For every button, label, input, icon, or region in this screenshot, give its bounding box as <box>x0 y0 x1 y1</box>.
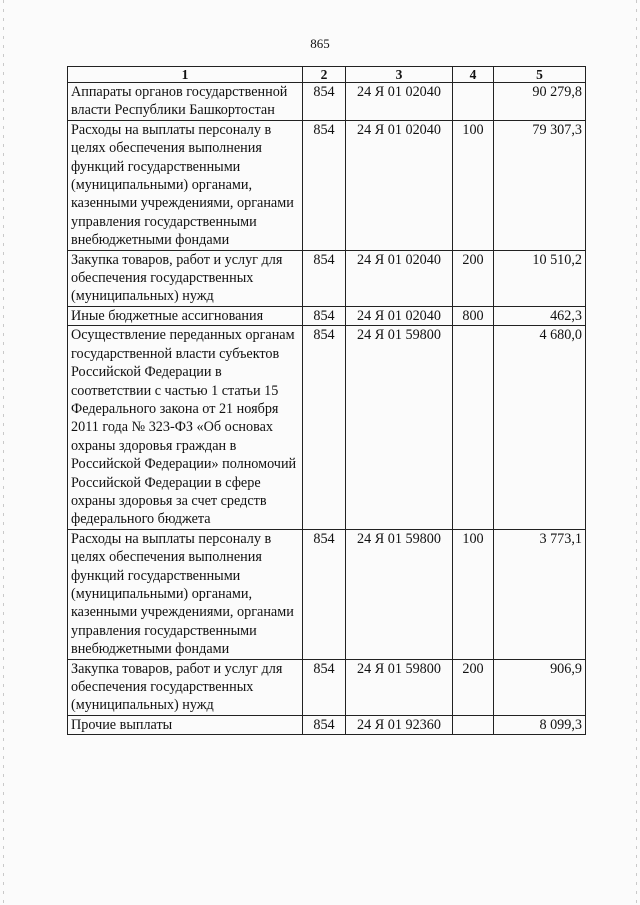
right-scan-edge <box>636 0 637 905</box>
table-row <box>68 715 586 734</box>
ministry-code: 854 <box>303 529 346 659</box>
amount: 10 510,2 <box>494 250 586 306</box>
target-code: 24 Я 01 02040 <box>346 250 453 306</box>
expense-type: 200 <box>453 659 494 715</box>
ministry-code: 854 <box>303 659 346 715</box>
table-row <box>68 659 586 715</box>
table-row <box>68 250 586 306</box>
amount: 906,9 <box>494 659 586 715</box>
ministry-code: 854 <box>303 306 346 325</box>
table-row <box>68 83 586 121</box>
table-row <box>68 326 586 529</box>
expense-type: 200 <box>453 250 494 306</box>
amount: 90 279,8 <box>494 83 586 121</box>
expense-type: 800 <box>453 306 494 325</box>
ministry-code: 854 <box>303 250 346 306</box>
target-code: 24 Я 01 02040 <box>346 306 453 325</box>
table-row <box>68 120 586 250</box>
target-code: 24 Я 01 59800 <box>346 326 453 529</box>
column-header: 2 <box>303 67 346 83</box>
amount: 4 680,0 <box>494 326 586 529</box>
column-header: 5 <box>494 67 586 83</box>
ministry-code: 854 <box>303 326 346 529</box>
expense-type: 100 <box>453 120 494 250</box>
row-name: Прочие выплаты <box>68 715 303 734</box>
row-name: Осуществление переданных органам государственной власти субъектов Российской Федерации в соответствии с частью 1 статьи 15 Федерального закона от 21 ноября 2011 года № 323-ФЗ «Об основах охраны здоровья граждан в Российской Федерации» полномочий Российской Федерации в сфере охраны здоровья за счет средств федерального бюджета <box>68 326 303 529</box>
row-name: Расходы на выплаты персоналу в целях обеспечения выполнения функций государственными (муниципальными) органами, казенными учреждениями, органами управления государственными внебюджетными фондами <box>68 529 303 659</box>
amount: 8 099,3 <box>494 715 586 734</box>
expense-type <box>453 715 494 734</box>
amount: 79 307,3 <box>494 120 586 250</box>
column-header: 3 <box>346 67 453 83</box>
ministry-code: 854 <box>303 715 346 734</box>
header-row <box>68 67 586 83</box>
row-name: Аппараты органов государственной власти Республики Башкортостан <box>68 83 303 121</box>
left-scan-edge <box>3 0 4 905</box>
target-code: 24 Я 01 02040 <box>346 120 453 250</box>
expense-type <box>453 326 494 529</box>
expense-type <box>453 83 494 121</box>
budget-table <box>67 66 586 735</box>
amount: 3 773,1 <box>494 529 586 659</box>
column-header: 4 <box>453 67 494 83</box>
expense-type: 100 <box>453 529 494 659</box>
amount: 462,3 <box>494 306 586 325</box>
row-name: Закупка товаров, работ и услуг для обеспечения государственных (муниципальных) нужд <box>68 250 303 306</box>
table-row <box>68 306 586 325</box>
ministry-code: 854 <box>303 120 346 250</box>
row-name: Закупка товаров, работ и услуг для обеспечения государственных (муниципальных) нужд <box>68 659 303 715</box>
target-code: 24 Я 01 59800 <box>346 529 453 659</box>
page-number: 865 <box>310 36 330 51</box>
column-header: 1 <box>68 67 303 83</box>
ministry-code: 854 <box>303 83 346 121</box>
target-code: 24 Я 01 02040 <box>346 83 453 121</box>
table-row <box>68 529 586 659</box>
row-name: Иные бюджетные ассигнования <box>68 306 303 325</box>
row-name: Расходы на выплаты персоналу в целях обеспечения выполнения функций государственными (муниципальными) органами, казенными учреждениями, органами управления государственными внебюджетными фондами <box>68 120 303 250</box>
target-code: 24 Я 01 92360 <box>346 715 453 734</box>
target-code: 24 Я 01 59800 <box>346 659 453 715</box>
